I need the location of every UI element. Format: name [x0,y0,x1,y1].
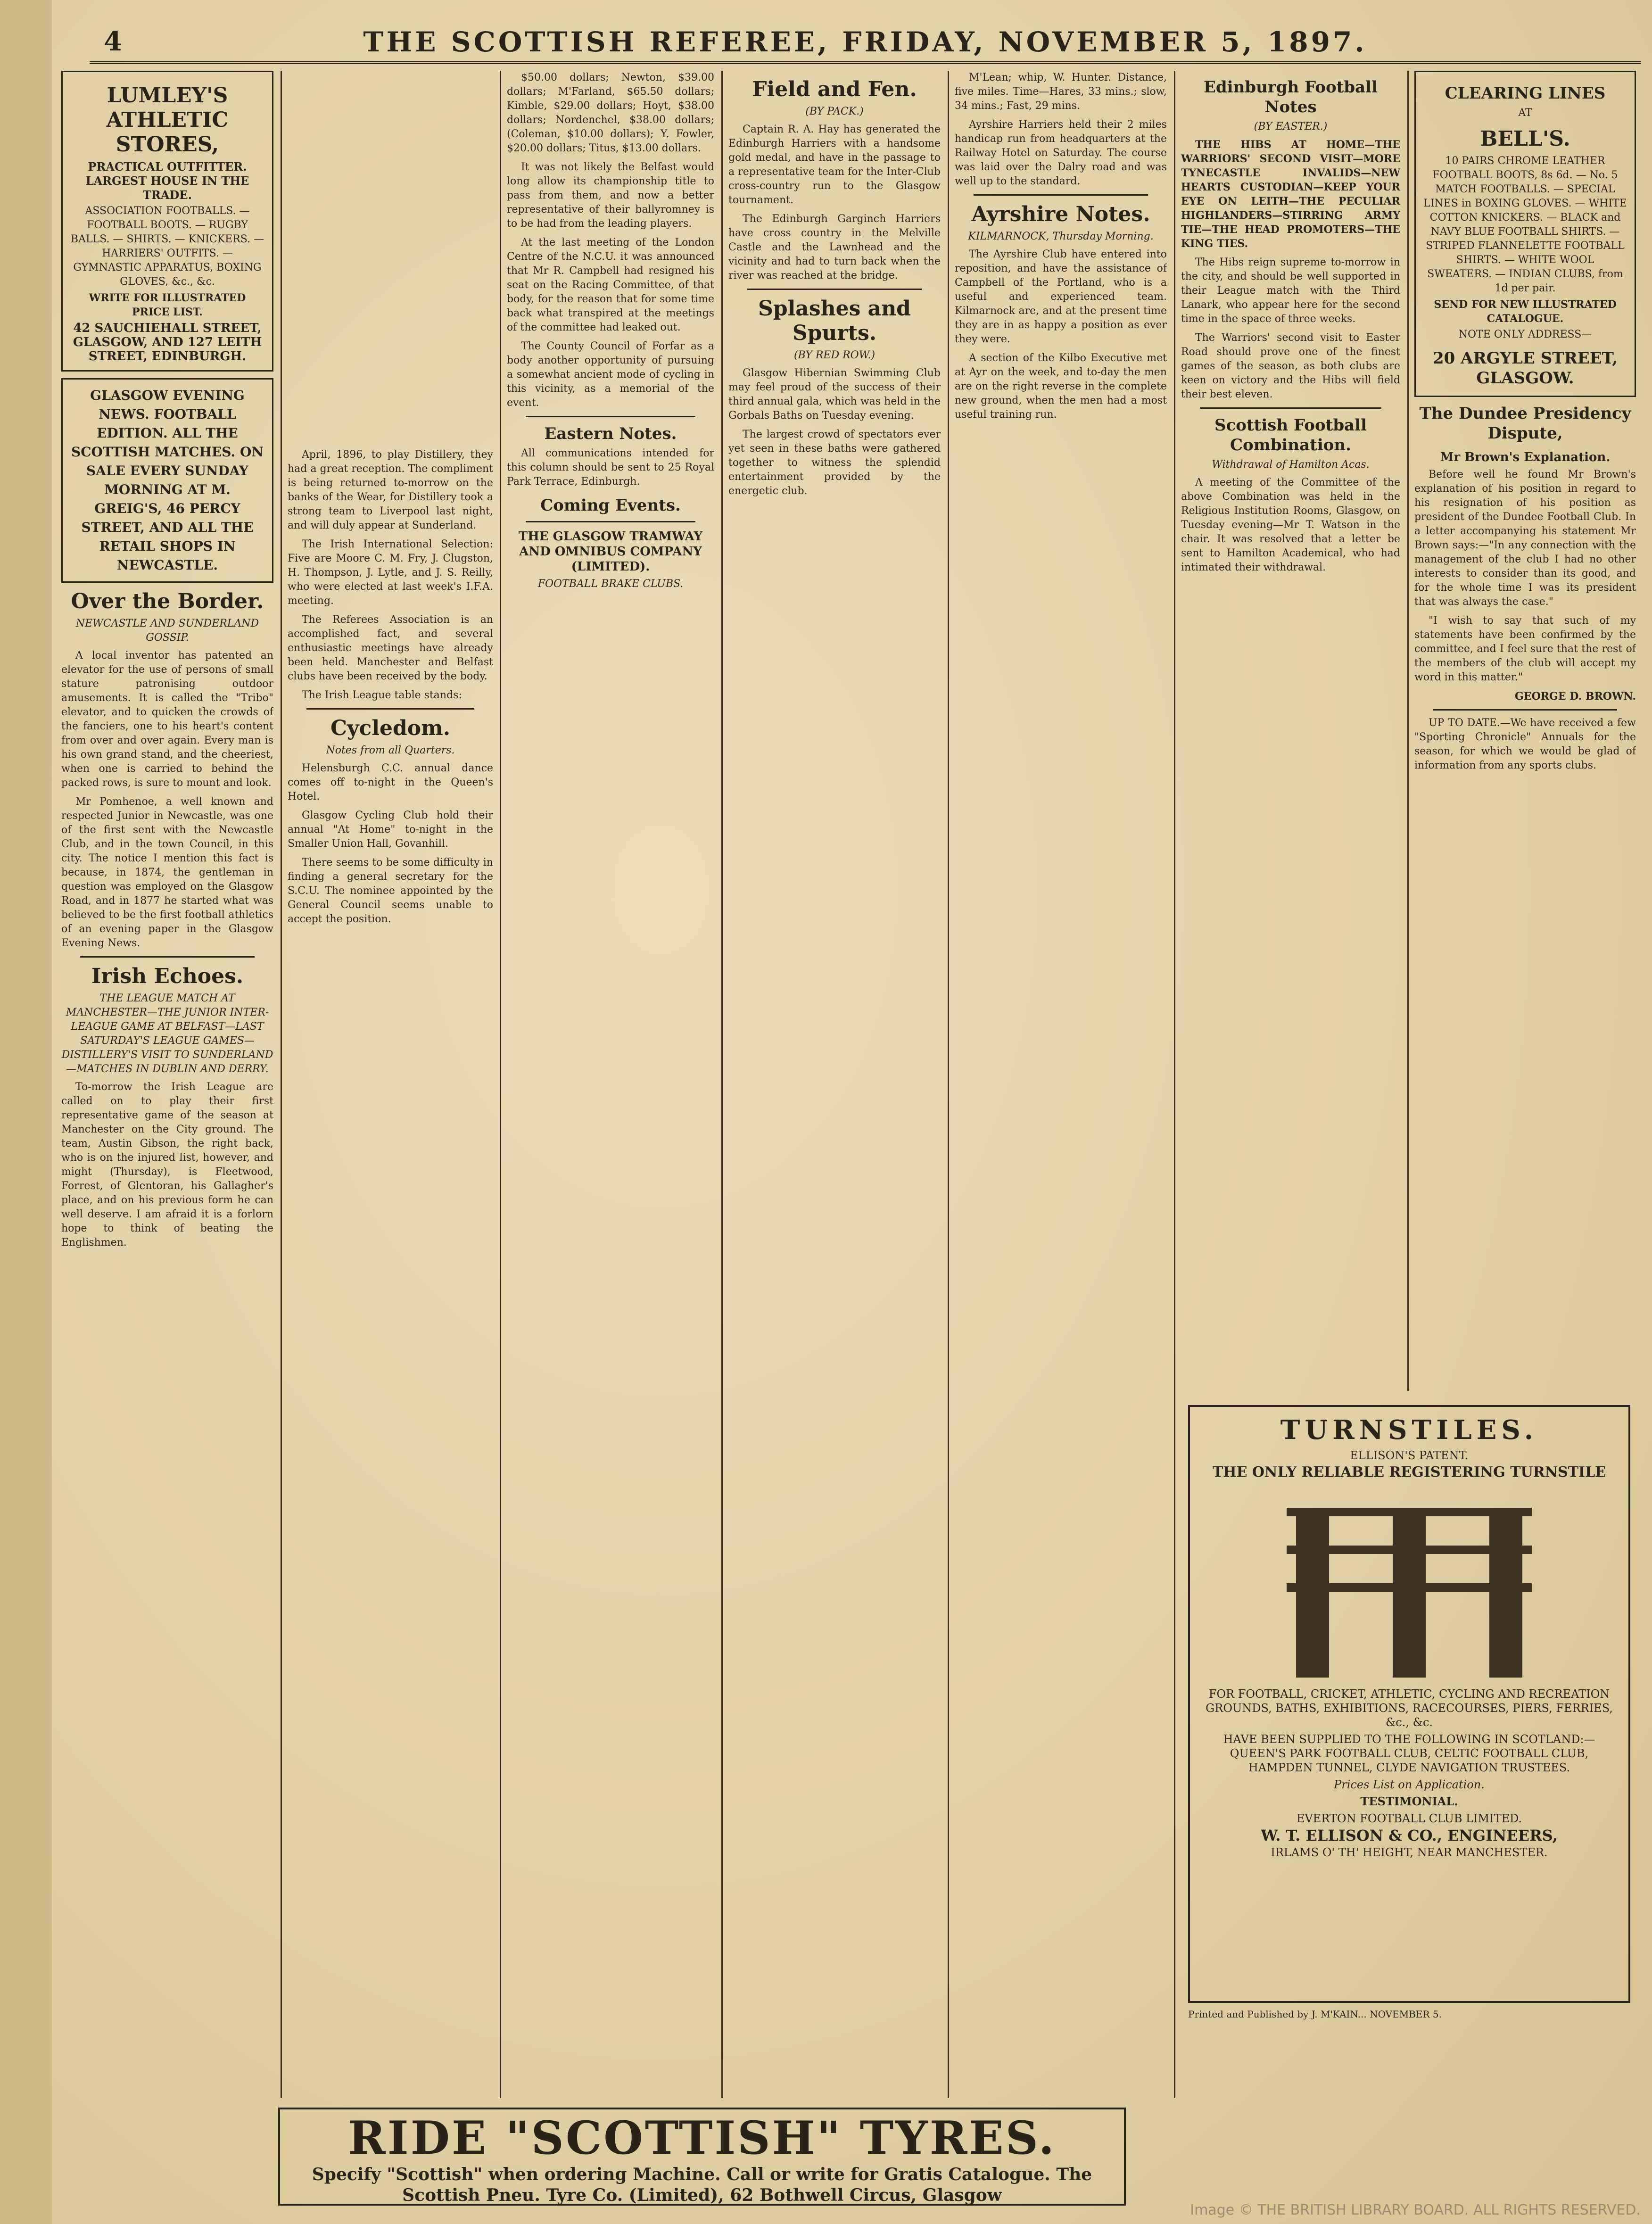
testimonial-label: TESTIMONIAL. [1360,1794,1458,1808]
imprint-date: NOVEMBER 5. [1370,2009,1442,2020]
scottish-tyres-advert [278,2108,1126,2206]
column-rule [721,71,723,2098]
article-paragraph: $50.00 dollars; Newton, $39.00 dollars; M'Farland, $65.50 dollars; Kimble, $29.00 dollars; Hoyt, $38.00 dollars; Nordenchel, $38.00 dollars; (Coleman, $10.00 dollars); Y. Fowler, $20.00 dollars; Titus, $13.00 dollars. [507,72,714,154]
column-rule [281,71,282,2098]
turnstile-patent: ELLISON'S PATENT. [1350,1449,1469,1462]
divider [974,194,1148,196]
field-byline: (BY PACK.) [805,106,864,117]
turnstile-illustration [1287,1489,1532,1678]
evening-news-advert [61,378,273,583]
column-rule [1407,71,1409,1391]
turnstile-bar [1287,1508,1532,1516]
lumley-advert [61,71,273,372]
article-paragraph: Mr Pomhenoe, a well known and respected Junior in Newcastle, was one of the first sent with the Newcastle Club, and in the town Council, in this city. The notice I mention this fact is because, in 1874, the gentleman in question was employed on the Glasgow Road, and in 1877 he started what was believed to be the first football athletics of an evening paper in the Glasgow Evening News. [61,796,273,949]
ayrshire-place: KILMARNOCK, Thursday Morning. [968,231,1154,242]
divider [80,956,255,958]
turnstile-bar [1287,1546,1532,1554]
article-paragraph: To-morrow the Irish League are called on to play their first representative game of the season at Manchester on the City ground. The team, Austin Gibson, the right back, who is on the injured list, however, and might (Thursday), is Fleetwood, Forrest, of Glentoran, his Gallagher's place, and on his previous form he can well deserve. I am afraid it is a forlorn hope to think of beating the Englishmen. [61,1081,273,1248]
cycledom-subheading: Notes from all Quarters. [326,744,455,756]
column-rule [948,71,949,2098]
turnstile-for: FOR FOOTBALL, CRICKET, ATHLETIC, CYCLING AND RECREATION GROUNDS, BATHS, EXHIBITIONS, RACECOURSES, PIERS, FERRIES, &c., &c. [1206,1687,1613,1729]
divider [747,289,922,290]
article-paragraph: The Hibs reign supreme to-morrow in the city, and should be well supported in their League match with the Third Lanark, who appear here for the second time in the space of three weeks. [1181,256,1400,325]
splashes-byline: (BY RED ROW.) [793,349,876,361]
evening-news-text: GLASGOW EVENING NEWS. FOOTBALL EDITION. ALL THE SCOTTISH MATCHES. ON SALE EVERY SUNDAY MORNING AT M. GREIG'S, 46 PERCY STREET, AND ALL THE RETAIL SHOPS IN NEWCASTLE. [71,388,264,573]
banner-details: Specify "Scottish" when ordering Machine. Call or write for Gratis Catalogue. The Scottish Pneu. Tyre Co. (Limited), 62 Bothwell Circus, Glasgow [312,2165,1092,2205]
column-5 [955,71,1167,2101]
masthead [90,19,1641,64]
ad-title: LUMLEY'S ATHLETIC STORES, [106,83,229,157]
article-paragraph: The Referees Association is an accomplished fact, and several enthusiastic meetings have already been held. Manchester and Belfast clubs have been received by the body. [288,614,493,682]
turnstile-post [1489,1508,1522,1678]
firm-address: IRLAMS O' TH' HEIGHT, NEAR MANCHESTER. [1271,1846,1548,1859]
banner-tail: TYRES. [859,2111,1056,2165]
article-paragraph: "I wish to say that such of my statements have been confirmed by the committee, and I feel sure that the rest of the members of the club will accept my word in this matter." [1414,615,1636,683]
bells-address: 20 ARGYLE STREET, GLASGOW. [1432,349,1618,388]
article-paragraph: Glasgow Cycling Club hold their annual "At Home" to-night in the Smaller Union Hall, Govanhill. [288,810,493,850]
masthead-title: THE SCOTTISH REFEREE, FRIDAY, NOVEMBER 5, 1897. [363,26,1367,58]
column-rule [500,71,501,2098]
irish-subheading: THE LEAGUE MATCH AT MANCHESTER—THE JUNIOR INTER-LEAGUE GAME AT BELFAST—LAST SATURDAY'S LEAGUE GAMES—DISTILLERY'S VISIT TO SUNDERLAND—MATCHES IN DUBLIN AND DERRY. [61,992,273,1075]
divider [1200,407,1381,409]
article-paragraph: The largest crowd of spectators ever yet seen in these baths were gathered together to witness the splendid entertainment provided by the energetic club. [728,429,941,497]
splashes-heading: Splashes and Spurts. [758,297,911,345]
turnstile-title: TURNSTILES. [1280,1414,1538,1446]
testimonial-from: EVERTON FOOTBALL CLUB LIMITED. [1296,1812,1522,1825]
ad-note: WRITE FOR ILLUSTRATED PRICE LIST. [89,292,246,318]
article-paragraph: Captain R. A. Hay has generated the Edinburgh Harriers with a handsome gold medal, and have in the passage to a representative team for the Inter-Club cross-country run to the Glasgow tournament. [728,124,941,206]
cycledom-heading: Cycledom. [330,716,451,740]
coming-events-heading: Coming Events. [540,496,681,515]
catalogue-line: SEND FOR NEW ILLUSTRATED CATALOGUE. [1434,298,1617,325]
banner-headline [280,2112,1124,2164]
column-2 [288,448,493,2101]
imprint [1188,2009,1627,2020]
dundee-heading: The Dundee Presidency Dispute, [1419,404,1631,443]
field-heading: Field and Fen. [752,77,917,101]
banner-brand: "SCOTTISH" [505,2111,843,2165]
edinburgh-heading: Edinburgh Football Notes [1203,78,1378,116]
column-4 [728,71,941,2101]
divider [1433,709,1617,711]
article-paragraph: A local inventor has patented an elevator for the use of persons of small stature patronising outdoor amusements. It is called the "Tribo" elevator, and to quicken the crowds of the fanciers, one to his heart's content from over and over again. Every man is his own grand stand, and the cheeriest, when one is carried to behind the packed rows, is sure to mount and look. [61,650,273,789]
clearing-shop: BELL'S. [1480,127,1570,151]
ayrshire-heading: Ayrshire Notes. [971,202,1150,226]
turnstile-price: Prices List on Application. [1334,1778,1485,1791]
turnstile-supplied: HAVE BEEN SUPPLIED TO THE FOLLOWING IN SCOTLAND:— QUEEN'S PARK FOOTBALL CLUB, CELTIC FOOTBALL CLUB, HAMPDEN TUNNEL, CLYDE NAVIGATION TRUSTEES. [1223,1733,1595,1774]
column-rule [1174,71,1175,2098]
article-paragraph: A meeting of the Committee of the above Combination was held in the Religious Institution Rooms, Glasgow, on Tuesday evening—Mr T. Watson in the chair. It was resolved that a letter be sent to Hamilton Academical, who had intimated their withdrawal. [1181,477,1400,573]
border-heading: Over the Border. [71,589,264,613]
dundee-subheading: Mr Brown's Explanation. [1440,450,1611,464]
column-6 [1181,71,1400,1394]
firm-name: W. T. ELLISON & CO., ENGINEERS, [1261,1827,1558,1844]
article-paragraph: Glasgow Hibernian Swimming Club may feel proud of the success of their third annual gala, which was held in the Gorbals Baths on Tuesday evening. [728,367,941,422]
bells-advert [1414,71,1636,397]
combination-subheading: Withdrawal of Hamilton Acas. [1212,459,1370,471]
divider [526,521,695,522]
article-paragraph: Before well he found Mr Brown's explanation of his position in regard to his resignation of his position as president of the Dundee Football Club. In a letter accompanying his statement Mr Brown says:—"In any connection with the management of the club I had no other interests to consider than its good, and for the whole time I was its president that was always the case." [1414,469,1636,608]
table-caption: The Irish League table stands: [302,689,462,701]
column-1 [61,71,273,2101]
article-paragraph: M'Lean; whip, W. Hunter. Distance, five miles. Time—Hares, 33 mins.; slow, 34 mins.; Fast, 29 mins. [955,72,1167,112]
article-paragraph: The County Council of Forfar as a body another opportunity of pursuing a somewhat ancient mode of cycling in this vicinity, as a memorial of the event. [507,340,714,409]
article-paragraph: There seems to be some difficulty in finding a general secretary for the S.C.U. The nominee appointed by the General Council seems unable to accept the position. [288,857,493,925]
eastern-note: All communications intended for this column should be sent to 25 Royal Park Terrace, Edinburgh. [507,447,714,488]
turnstile-advert [1188,1405,1630,2003]
imprint-text: Printed and Published by J. M'KAIN... [1188,2009,1367,2020]
eastern-heading: Eastern Notes. [544,424,677,443]
column-3 [507,71,714,2101]
dundee-signature: GEORGE D. BROWN. [1515,690,1636,703]
edinburgh-byline: (BY EASTER.) [1254,121,1328,132]
irish-heading: Irish Echoes. [91,964,244,988]
article-paragraph: Ayrshire Harriers held their 2 miles handicap run from headquarters at the Railway Hotel on Saturday. The course was laid over the Dalry road and was well up to the standard. [955,119,1167,187]
banner-lead: RIDE [348,2111,488,2165]
article-paragraph: April, 1896, to play Distillery, they had a great reception. The compliment is being returned to-morrow on the banks of the Wear, for Distillery took a strong team to Liverpool last night, and will duly appear at Sunderland. [288,449,493,531]
page-number: 4 [104,26,122,57]
turnstile-kind: THE ONLY RELIABLE REGISTERING TURNSTILE [1212,1464,1606,1480]
turnstile-post [1296,1508,1329,1678]
article-paragraph: Helensburgh C.C. annual dance comes off to-night in the Queen's Hotel. [288,762,493,802]
article-paragraph: The Warriors' second visit to Easter Road should prove one of the finest games of the season, as both clubs are keen on victory and the Hibs will field their best eleven. [1181,332,1400,400]
tramway-line: FOOTBALL BRAKE CLUBS. [537,578,684,590]
column-7 [1414,71,1636,1394]
turnstile-bar [1287,1583,1532,1592]
turnstile-post [1393,1508,1426,1678]
clearing-at: AT [1518,107,1532,119]
article-paragraph: It was not likely the Belfast would long allow its championship title to pass from them, and now a better representative of their ballyromney is to be had from the leading players. [507,161,714,230]
border-subheading: NEWCASTLE AND SUNDERLAND GOSSIP. [75,618,259,644]
article-paragraph: At the last meeting of the London Centre of the N.C.U. it was announced that Mr R. Campbell had resigned his seat on the Racing Committee, of that body, for the reason that for some time back what transpired at the meetings of the committee had leaked out. [507,237,714,333]
article-paragraph: The Ayrshire Club have entered into reposition, and have the assistance of Campbell of the Portland, who is a useful and experienced team. Kilmarnock are, and at the present time they are in as happy a position as ever they were. [955,248,1167,345]
article-paragraph: A section of the Kilbo Executive met at Ayr on the week, and to-day the men are on the right reverse in the complete new ground, when the men had a most useful training run. [955,352,1167,421]
divider [306,708,474,710]
divider [526,416,695,417]
ad-subtitle: PRACTICAL OUTFITTER. LARGEST HOUSE IN THE TRADE. [85,160,249,202]
article-paragraph: The Edinburgh Garginch Harriers have cross country in the Melville Castle and the Lawnhead and the vicinity and had to turn back when the river was reached at the bridge. [728,213,941,281]
copyright-notice: Image © THE BRITISH LIBRARY BOARD. ALL RIGHTS RESERVED. [1190,2202,1641,2218]
address-note: NOTE ONLY ADDRESS— [1458,329,1592,340]
page-edge [0,0,52,2224]
edinburgh-lead: THE HIBS AT HOME—THE WARRIORS' SECOND VISIT—MORE TYNECASTLE INVALIDS—NEW HEARTS CUSTODIAN—KEEP YOUR EYE ON LEITH—THE PECULIAR HIGHLANDERS—STIRRING ARMY TIE—THE HEAD PROMOTERS—THE KING TIES. [1181,139,1400,250]
ad-items: ASSOCIATION FOOTBALLS. — FOOTBALL BOOTS. — RUGBY BALLS. — SHIRTS. — KNICKERS. — HARRIERS' OUTFITS. — GYMNASTIC APPARATUS, BOXING GLOVES, &c., &c. [70,205,264,288]
article-paragraph: The Irish International Selection: Five are Moore C. M. Fry, J. Clugston, H. Thompson, J. Lytle, and J. S. Reilly, who were elected at last week's I.F.A. meeting. [288,538,493,607]
clearing-title: CLEARING LINES [1445,84,1606,103]
clearing-items: 10 PAIRS CHROME LEATHER FOOTBALL BOOTS, 8s 6d. — No. 5 MATCH FOOTBALLS. — SPECIAL LINES in BOXING GLOVES. — WHITE COTTON KNICKERS. — BLACK and NAVY BLUE FOOTBALL SHIRTS. — STRIPED FLANNELETTE FOOTBALL SHIRTS. — WHITE WOOL SWEATERS. — INDIAN CLUBS, from 1d per pair. [1423,155,1627,294]
combination-heading: Scottish Football Combination. [1214,416,1367,455]
ad-address: 42 SAUCHIEHALL STREET, GLASGOW, AND 127 LEITH STREET, EDINBURGH. [73,321,262,364]
up-to-date-note: UP TO DATE.—We have received a few "Sporting Chronicle" Annuals for the season, for which we would be glad of information from any sports clubs. [1414,717,1636,771]
tramway-heading: THE GLASGOW TRAMWAY AND OMNIBUS COMPANY (LIMITED). [518,529,703,574]
